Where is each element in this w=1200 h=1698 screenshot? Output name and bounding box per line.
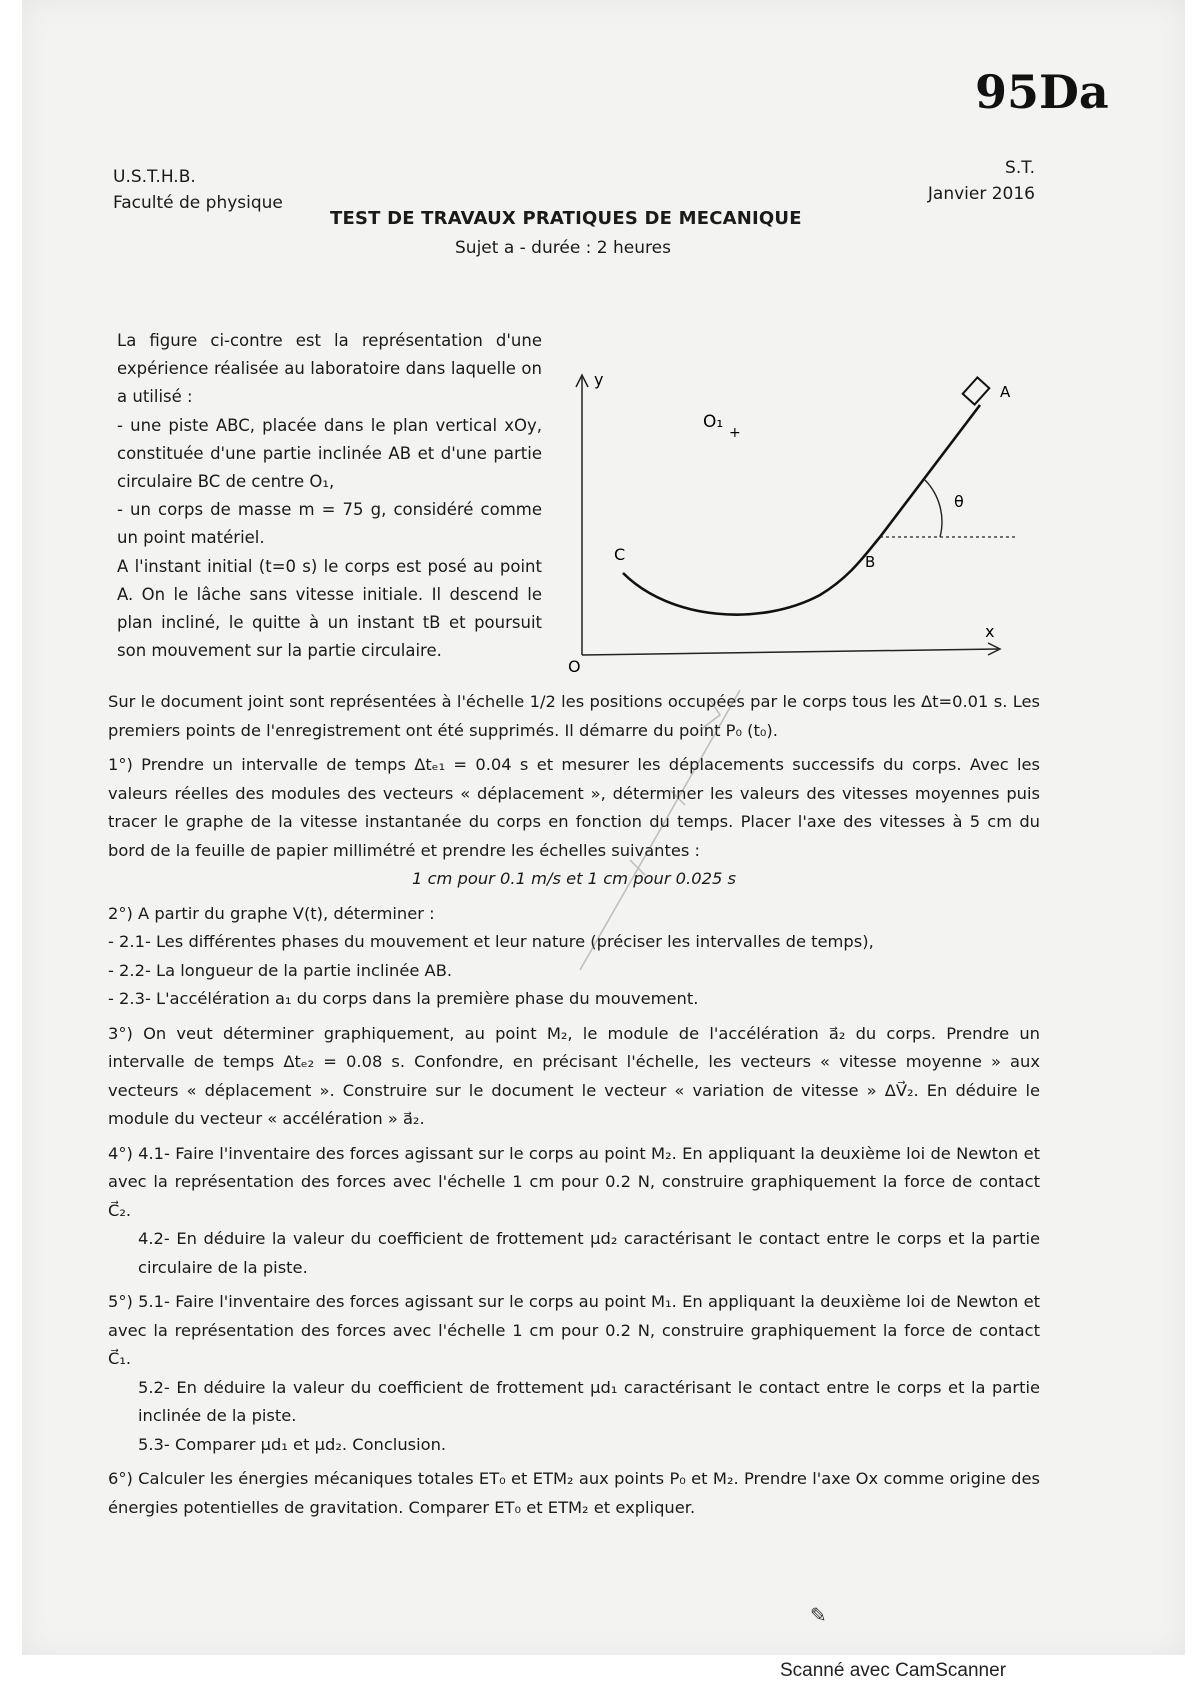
question-6: 6°) Calculer les énergies mécaniques totales ET₀ et ETM₂ aux points P₀ et M₂. Prendre l'axe Ox comme origine des énergies potentielles de gravitation. Comparer ET₀ et ETM₂ et expliquer. [108, 1469, 1040, 1517]
stamp-stroke [580, 690, 740, 970]
header-right [915, 155, 1035, 207]
question-4-1: 4°) 4.1- Faire l'inventaire des forces agissant sur le corps au point M₂. En appliquant la deuxième loi de Newton et avec la représentation des forces avec l'échelle 1 cm pour 0.2 N, construire graphiquement la force de contact C⃗₂. [108, 1143, 1040, 1220]
faint-stamp [560, 680, 770, 980]
page-title: TEST DE TRAVAUX PRATIQUES DE MECANIQUE [330, 208, 802, 229]
question-2-3: - 2.3- L'accélération a₁ du corps dans la première phase du mouvement. [108, 989, 699, 1008]
stamp-stroke [700, 700, 720, 730]
intro-paragraph-4: A l'instant initial (t=0 s) le corps est posé au point A. On le lâche sans vitesse initiale. Il descend le plan incliné, le quitte à un instant tB et poursuit son mouvement sur la partie circulaire. [117, 556, 542, 661]
header-left [113, 164, 283, 216]
question-1: 1°) Prendre un intervalle de temps Δtₑ₁ = 0.04 s et mesurer les déplacements successifs du corps. Avec les valeurs réelles des modules des vecteurs « déplacement », déterminer les valeurs des vitesses moyennes puis tracer le graphe de la vitesse instantanée du corps en fonction du temps. Placer l'axe des vitesses à 5 cm du bord de la feuille de papier millimétré et prendre les échelles suivantes : [108, 755, 1040, 860]
question-2-1: - 2.1- Les différentes phases du mouvement et leur nature (préciser les intervalles de temps), [108, 932, 874, 951]
center-label: O₁ [703, 412, 724, 432]
document-code: 95Da [975, 65, 1109, 119]
intro-text [117, 327, 542, 665]
point-b-label: B [865, 553, 876, 571]
y-axis-label: y [594, 370, 604, 389]
question-5-1: 5°) 5.1- Faire l'inventaire des forces agissant sur le corps au point M₁. En appliquant la deuxième loi de Newton et avec la représentation des forces avec l'échelle 1 cm pour 0.2 N, construire graphiquement la force de contact C⃗₁. [108, 1292, 1040, 1368]
faculty-name: Faculté de physique [113, 193, 283, 213]
x-axis [582, 649, 998, 655]
point-a-label: A [1000, 383, 1011, 401]
center-marker: + [729, 425, 741, 441]
point-c-label: C [614, 545, 626, 564]
exam-date: Janvier 2016 [927, 184, 1035, 204]
origin-label: O [568, 657, 581, 675]
intro-paragraph-2: - une piste ABC, placée dans le plan vertical xOy, constituée d'une partie inclinée AB et d'une partie circulaire BC de centre O₁, [117, 415, 542, 492]
stamp-stroke [670, 790, 685, 805]
stamp-stroke [630, 860, 645, 875]
intro-paragraph-3: - un corps de masse m = 75 g, considéré comme un point matériel. [117, 500, 542, 548]
department-code: S.T. [1005, 158, 1035, 178]
question-2-2: - 2.2- La longueur de la partie inclinée AB. [108, 960, 453, 980]
angle-label: θ [954, 492, 964, 511]
x-axis-label: x [985, 622, 995, 641]
angle-arc [925, 480, 942, 537]
body-at-a [963, 377, 990, 404]
question-2: 2°) A partir du graphe V(t), déterminer : [108, 903, 435, 923]
intro-paragraph-1: La figure ci-contre est la représentation d'une expérience réalisée au laboratoire dans laquelle on a utilisé : [117, 331, 542, 407]
track-abc [623, 405, 980, 615]
track-figure [560, 365, 1040, 675]
university-name: U.S.T.H.B. [113, 167, 196, 187]
question-5-3: 5.3- Comparer μd₁ et μd₂. Conclusion. [138, 1434, 447, 1454]
handwritten-mark: ✎ [810, 1603, 827, 1627]
document-paragraph: Sur le document joint sont représentées à l'échelle 1/2 les positions occupées par le corps tous les Δt=0.01 s. Les premiers points de l'enregistrement ont été supprimés. Il démarre du point P₀ (t₀). [108, 692, 1040, 740]
page-subtitle: Sujet a - durée : 2 heures [455, 238, 671, 258]
question-4-2: 4.2- En déduire la valeur du coefficient de frottement μd₂ caractérisant le contact entre le corps et la partie circulaire de la piste. [138, 1229, 1040, 1277]
scanner-watermark: Scanné avec CamScanner [780, 1660, 1007, 1681]
question-5-2: 5.2- En déduire la valeur du coefficient de frottement μd₁ caractérisant le contact entre le corps et la partie inclinée de la piste. [138, 1377, 1040, 1425]
question-3: 3°) On veut déterminer graphiquement, au point M₂, le module de l'accélération a⃗₂ du corps. Prendre un intervalle de temps Δtₑ₂ = 0.08 s. Confondre, en précisant l'échelle, les vecteurs « vitesse moyenne » aux vecteurs « déplacement ». Construire sur le document le vecteur « variation de vitesse » ΔV⃗₂. En déduire le module du vecteur « accélération » a⃗₂. [108, 1023, 1040, 1128]
question-1-scales: 1 cm pour 0.1 m/s et 1 cm pour 0.025 s [412, 869, 736, 888]
